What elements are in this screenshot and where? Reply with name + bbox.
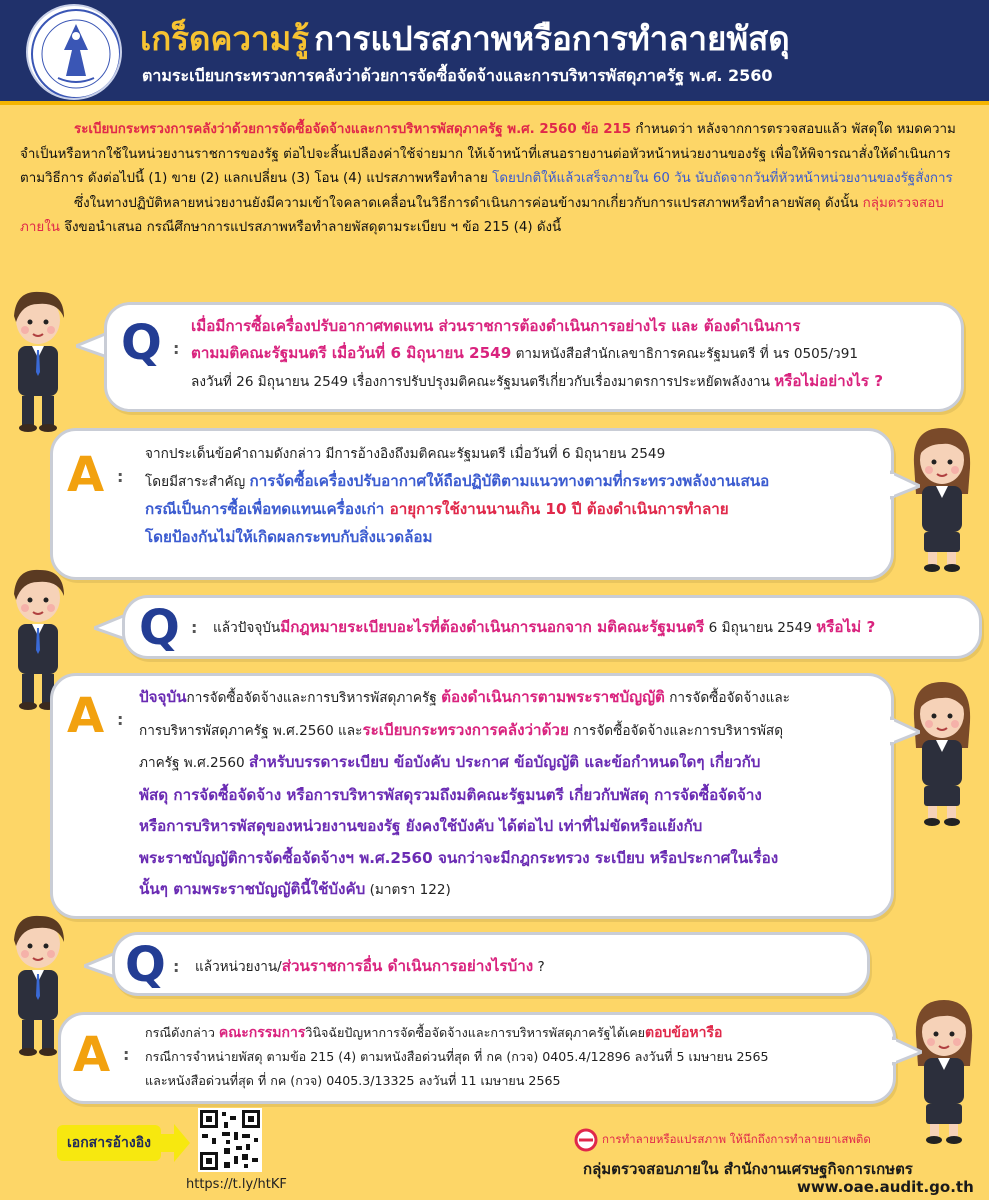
- a2-line5: หรือการบริหารพัสดุของหน่วยงานของรัฐ ยังคงใช้บังคับ ได้ต่อไป เท่าที่ไม่ขัดหรือแย้งกับ: [139, 817, 703, 835]
- colon-mark: :: [191, 618, 198, 637]
- intro-text-3: จึงขอนำเสนอ กรณีศึกษาการแปรสภาพหรือทำลายพัสดุตามระเบียบ ฯ ข้อ 215 (4) ดังนี้: [59, 220, 562, 235]
- intro-paragraph-2: [20, 192, 972, 241]
- colon-mark: :: [123, 1045, 130, 1064]
- a-letter: A: [73, 1027, 111, 1083]
- answer-text-1: [145, 441, 885, 551]
- arrow-right-icon: [160, 1124, 190, 1162]
- a2-line6: พระราชบัญญัติการจัดซื้อจัดจ้างฯ พ.ศ.2560 จนกว่าจะมีกฎกระทรวง ระเบียบ หรือประกาศในเรื่อง: [139, 848, 779, 867]
- a1-line4: โดยป้องกันไม่ให้เกิดผลกระทบกับสิ่งแวดล้อม: [145, 528, 433, 546]
- intro-text-2: ซึ่งในทางปฏิบัติหลายหน่วยงานยังมีความเข้าใจคลาดเคลื่อนในวิธีการดำเนินการค่อนข้างมากเกี่ยวกับการแปรสภาพหรือทำลายพัสดุ ดังนั้น: [74, 195, 863, 211]
- answer-bubble-3: [58, 1012, 896, 1104]
- female-character-avatar: [910, 678, 974, 828]
- oae-emblem-logo: [26, 4, 122, 100]
- title-main: การแปรสภาพหรือการทำลายพัสดุ: [314, 19, 790, 58]
- organization-name: กลุ่มตรวจสอบภายใน สำนักงานเศรษฐกิจการเกษตร: [583, 1160, 913, 1178]
- a3-line1: กรณีดังกล่าว คณะกรรมการวินิจฉัยปัญหาการจัดซื้อจัดจ้างและการบริหารพัสดุภาครัฐได้เคยตอบข้อหารือ: [145, 1025, 723, 1041]
- a2-line1: ปัจจุบันการจัดซื้อจัดจ้างและการบริหารพัสดุภาครัฐ ต้องดำเนินการตามพระราชบัญญัติ การจัดซื้อจัดจ้างและ: [139, 688, 790, 706]
- male-character-avatar: [8, 288, 72, 438]
- colon-mark: :: [117, 467, 124, 486]
- prohibited-icon: [574, 1128, 598, 1152]
- header-banner: [0, 0, 989, 105]
- a2-line3: ภาครัฐ พ.ศ.2560 สำหรับบรรดาระเบียบ ข้อบังคับ ประกาศ ข้อบัญญัติ และข้อกำหนดใดๆ เกี่ยวกับ: [139, 753, 761, 771]
- page-title: [140, 12, 790, 65]
- q-letter: Q: [125, 937, 166, 993]
- emblem-icon: [28, 6, 122, 100]
- destruction-notice: การทำลายหรือแปรสภาพ ให้นึกถึงการทำลายยาเสพติด: [602, 1132, 871, 1146]
- a1-line2: โดยมีสาระสำคัญ การจัดซื้อเครื่องปรับอากาศให้ถือปฏิบัติตามแนวทางตามที่กระทรวงพลังงานเสนอ: [145, 472, 770, 490]
- answer-bubble-1: [50, 428, 894, 580]
- q-letter: Q: [121, 315, 162, 371]
- question-bubble-2: [122, 595, 982, 659]
- a3-line3: และหนังสือด่วนที่สุด ที่ กค (กวจ) 0405.3/13325 ลงวันที่ 11 เมษายน 2565: [145, 1073, 561, 1088]
- regulation-reference: ระเบียบกระทรวงการคลังว่าด้วยการจัดซื้อจัดจ้างและการบริหารพัสดุภาครัฐ พ.ศ. 2560 ข้อ 215: [74, 122, 632, 137]
- a2-line4: พัสดุ การจัดซื้อจัดจ้าง หรือการบริหารพัสดุรวมถึงมติคณะรัฐมนตรี เกี่ยวกับพัสดุ การจัดซื้อจัดจ้าง: [139, 785, 762, 804]
- a3-line2: กรณีการจำหน่ายพัสดุ ตามข้อ 215 (4) ตามหนังสือด่วนที่สุด ที่ กค (กวจ) 0405.4/12896 ลงวันที่ 5 เมษายน 2565: [145, 1049, 769, 1064]
- a-letter: A: [67, 447, 105, 503]
- a1-line1: จากประเด็นข้อคำถามดังกล่าว มีการอ้างอิงถึงมติคณะรัฐมนตรี เมื่อวันที่ 6 มิถุนายน 2549: [145, 446, 666, 462]
- answer-text-2: [139, 682, 887, 907]
- intro-paragraph-1: [20, 118, 972, 192]
- answer-text-3: [145, 1021, 889, 1093]
- reference-url[interactable]: https://t.ly/htKF: [186, 1177, 287, 1192]
- colon-mark: :: [117, 710, 124, 729]
- speech-tail: [890, 470, 920, 500]
- q1-line3: ลงวันที่ 26 มิถุนายน 2549 เรื่องการปรับปรุงมติคณะรัฐมนตรีเกี่ยวกับเรื่องมาตรการประหยัดพลังงาน หรือไม่อย่างไร ?: [191, 372, 883, 390]
- a2-line2: การบริหารพัสดุภาครัฐ พ.ศ.2560 และระเบียบกระทรวงการคลังว่าด้วย การจัดซื้อจัดจ้างและการบริหารพัสดุ: [139, 720, 784, 739]
- a2-line7: นั้นๆ ตามพระราชบัญญัตินี้ใช้บังคับ (มาตรา 122): [139, 880, 451, 898]
- page-subtitle: ตามระเบียบกระทรวงการคลังว่าด้วยการจัดซื้อจัดจ้างและการบริหารพัสดุภาครัฐ พ.ศ. 2560: [142, 66, 773, 85]
- internal-audit-group: กลุ่มตรวจสอบภายใน: [20, 195, 944, 235]
- a1-line3: กรณีเป็นการซื้อเพื่อทดแทนเครื่องเก่า อายุการใช้งานนานเกิน 10 ปี ต้องดำเนินการทำลาย: [145, 500, 729, 518]
- question-text-2: แล้วปัจจุบันมีกฎหมายระเบียบอะไรที่ต้องดำเนินการนอกจาก มติคณะรัฐมนตรี 6 มิถุนายน 2549 หรือไม่ ?: [213, 618, 876, 636]
- q1-line2: ตามมติคณะรัฐมนตรี เมื่อวันที่ 6 มิถุนายน 2549 ตามหนังสือสำนักเลขาธิการคณะรัฐมนตรี ที่ นร 0505/ว91: [191, 344, 858, 362]
- q1-line1: เมื่อมีการซื้อเครื่องปรับอากาศทดแทน ส่วนราชการต้องดำเนินการอย่างไร และ ต้องดำเนินการ: [191, 317, 801, 335]
- question-bubble-3: [112, 932, 870, 996]
- intro-text: กำหนดว่า หลังจากการตรวจสอบแล้ว พัสดุใด หมดความจำเป็นหรือหากใช้ในหน่วยงานราชการของรัฐ ต่อไปจะสิ้นเปลืองค่าใช้จ่ายมาก ให้เจ้าหน้าที่เสนอรายงานต่อหัวหน้าหน่วยงานของรัฐ เพื่อให้พิจารณาสั่งให้ดำเนินการตามวิธีการ ดังต่อไปนี้ (1) ขาย (2) แลกเปลี่ยน (3) โอน (4) แปรสภาพหรือทำลาย: [20, 122, 956, 186]
- qr-code[interactable]: [198, 1108, 262, 1172]
- speech-tail: [890, 716, 920, 746]
- colon-mark: :: [173, 957, 180, 976]
- speech-tail: [892, 1036, 922, 1066]
- reference-label: เอกสารอ้างอิง: [57, 1125, 161, 1161]
- question-bubble-1: [104, 302, 964, 412]
- q-letter: Q: [139, 600, 180, 656]
- deadline-note: โดยปกติให้แล้วเสร็จภายใน 60 วัน นับถัดจากวันที่หัวหน้าหน่วยงานของรัฐสั่งการ: [492, 171, 953, 186]
- title-highlight: เกร็ดความรู้: [140, 19, 310, 58]
- a-letter: A: [67, 688, 105, 744]
- intro-section: [20, 118, 972, 241]
- colon-mark: :: [173, 339, 180, 358]
- female-character-avatar: [912, 996, 976, 1146]
- question-text-1: [191, 313, 951, 396]
- website-url[interactable]: www.oae.audit.go.th: [797, 1178, 974, 1196]
- qr-code-icon: [198, 1108, 262, 1172]
- question-text-3: แล้วหน่วยงาน/ส่วนราชการอื่น ดำเนินการอย่างไรบ้าง ?: [195, 957, 545, 975]
- answer-bubble-2: [50, 673, 894, 919]
